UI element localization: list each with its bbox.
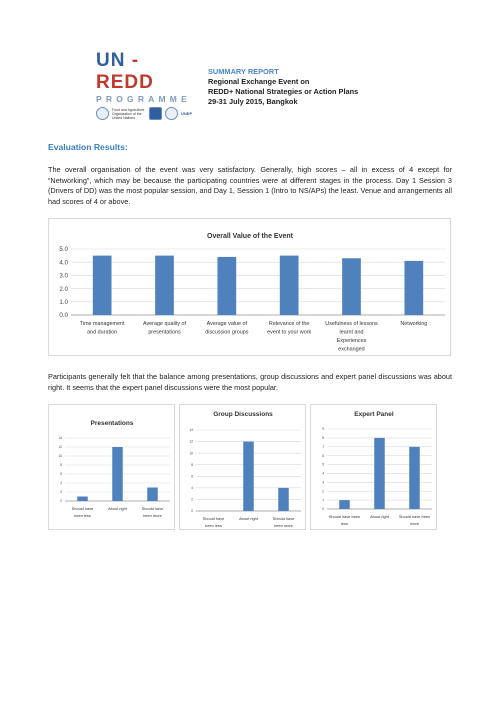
expert-panel-chart xyxy=(310,404,437,530)
logo-partner-unep: UNEP xyxy=(181,110,193,116)
bar xyxy=(147,488,158,502)
y-tick-label: 4 xyxy=(322,471,324,476)
event-line-1: Regional Exchange Event on xyxy=(208,77,310,86)
y-tick-label: 2 xyxy=(322,489,324,494)
unep-emblem-icon xyxy=(165,107,178,120)
logo-partner-fao: Food and Agriculture Organization of the United Nations xyxy=(112,107,145,120)
x-category-label: event to your work xyxy=(267,329,312,336)
bar xyxy=(278,488,289,511)
undp-emblem-icon xyxy=(149,107,162,120)
y-tick-label: 4 xyxy=(191,485,193,490)
x-category-label: and duration xyxy=(87,329,118,336)
x-category-label: Usefulness of lessons xyxy=(325,321,378,327)
paragraph-balance: Participants generally felt that the balance among presentations, group discussions and expert panel discussions was about right. It seems that the expert panel discussions were the most popular. xyxy=(48,372,452,392)
x-category-label: Average value of xyxy=(206,321,248,327)
un-redd-logo xyxy=(96,50,196,120)
y-tick-label: 0 xyxy=(322,507,324,512)
y-tick-label: 0.0 xyxy=(59,312,68,320)
x-category-label: discussion groups xyxy=(205,329,249,336)
y-tick-label: 12 xyxy=(58,445,62,450)
overall-value-chart-svg xyxy=(49,219,452,357)
y-tick-label: 6 xyxy=(60,472,62,477)
bar xyxy=(243,442,254,511)
bar xyxy=(155,256,174,315)
x-category-label: Relevance of the xyxy=(268,321,310,327)
section-heading: Evaluation Results: xyxy=(48,142,128,152)
x-category-label: Should have been xyxy=(398,514,431,519)
y-tick-label: 8 xyxy=(322,436,324,441)
y-tick-label: 4.0 xyxy=(59,259,68,267)
y-tick-label: 6 xyxy=(322,453,324,458)
bar xyxy=(374,438,385,509)
chart-title: Group Discussions xyxy=(213,411,273,418)
x-category-label: Should have xyxy=(71,506,94,511)
y-tick-label: 4 xyxy=(60,481,62,486)
x-category-label: more xyxy=(410,521,419,526)
presentations-chart-svg xyxy=(49,405,176,531)
x-category-label: About right xyxy=(108,506,127,511)
x-category-label: been less xyxy=(205,523,222,528)
y-tick-label: 0 xyxy=(60,499,62,504)
x-category-label: learnt and xyxy=(339,329,364,336)
x-category-label: been more xyxy=(274,523,293,528)
x-category-label: About right xyxy=(239,516,258,521)
x-category-label: Networking xyxy=(400,321,428,327)
x-category-label: Average quality of xyxy=(142,321,187,327)
bar xyxy=(280,256,299,315)
x-category-label: presentations xyxy=(148,329,181,336)
fao-emblem-icon xyxy=(96,107,109,120)
expert-panel-chart-svg xyxy=(311,405,438,531)
x-category-label: Should have xyxy=(141,506,164,511)
y-tick-label: 6 xyxy=(191,474,193,479)
y-tick-label: 10 xyxy=(189,451,193,456)
bar xyxy=(217,257,236,315)
report-type: SUMMARY REPORT xyxy=(208,67,279,76)
y-tick-label: 14 xyxy=(58,436,62,441)
paragraph-overall: The overall organisation of the event was very satisfactory. Generally, high scores – all in excess of 4 except for “Networking”, which may be because the participating countries were at different stages in the process. Day 1 Session 3 (Drivers of DD) was the most popular session, and Day 1, Session 1 (Intro to NS/APs) the least. Venue and arrangements all had scores of 4 or above. xyxy=(48,165,452,206)
x-category-label: exchanged xyxy=(338,346,365,353)
x-category-label: Should have xyxy=(272,516,295,521)
logo-brand xyxy=(96,50,196,94)
y-tick-label: 1 xyxy=(322,498,324,503)
group-discussions-chart xyxy=(179,404,306,530)
chart-title: Overall Value of the Event xyxy=(207,233,293,240)
y-tick-label: 12 xyxy=(189,439,193,444)
y-tick-label: 1.0 xyxy=(59,298,68,306)
bar xyxy=(409,447,420,509)
y-tick-label: 2.0 xyxy=(59,285,68,293)
y-tick-label: 14 xyxy=(189,428,193,433)
y-tick-label: 9 xyxy=(322,427,324,432)
y-tick-label: 10 xyxy=(58,454,62,459)
y-tick-label: 3.0 xyxy=(59,272,68,280)
logo-subtitle: PROGRAMME xyxy=(96,94,191,104)
x-category-label: Should have xyxy=(202,516,225,521)
presentations-chart xyxy=(48,404,175,530)
y-tick-label: 5 xyxy=(322,462,324,467)
bar xyxy=(342,258,361,315)
report-header xyxy=(208,67,448,107)
y-tick-label: 8 xyxy=(60,463,62,468)
event-dates: 29-31 July 2015, Bangkok xyxy=(208,97,298,106)
bar xyxy=(339,500,350,509)
y-tick-label: 3 xyxy=(322,480,324,485)
y-tick-label: 8 xyxy=(191,462,193,467)
chart-title: Presentations xyxy=(90,420,134,427)
bar xyxy=(77,497,88,502)
y-tick-label: 2 xyxy=(60,490,62,495)
x-category-label: less xyxy=(341,521,348,526)
logo-brand-redd: -REDD xyxy=(96,50,154,93)
bar xyxy=(93,256,112,315)
group-discussions-chart-svg xyxy=(180,405,307,531)
x-category-label: Experiences xyxy=(336,338,367,344)
logo-partners xyxy=(96,107,196,120)
overall-value-chart xyxy=(48,218,451,356)
event-line-2: REDD+ National Strategies or Action Plans xyxy=(208,87,359,96)
y-tick-label: 7 xyxy=(322,444,324,449)
x-category-label: Time management xyxy=(79,321,125,327)
chart-title: Expert Panel xyxy=(354,411,394,418)
x-category-label: About right xyxy=(370,514,389,519)
x-category-label: Should have been xyxy=(328,514,361,519)
x-category-label: been less xyxy=(74,513,91,518)
logo-brand-text: UN xyxy=(96,50,126,71)
y-tick-label: 2 xyxy=(191,497,193,502)
x-category-label: been more xyxy=(143,513,162,518)
bar xyxy=(404,261,423,315)
bar xyxy=(112,447,123,501)
y-tick-label: 0 xyxy=(191,509,193,514)
y-tick-label: 5.0 xyxy=(59,246,68,254)
